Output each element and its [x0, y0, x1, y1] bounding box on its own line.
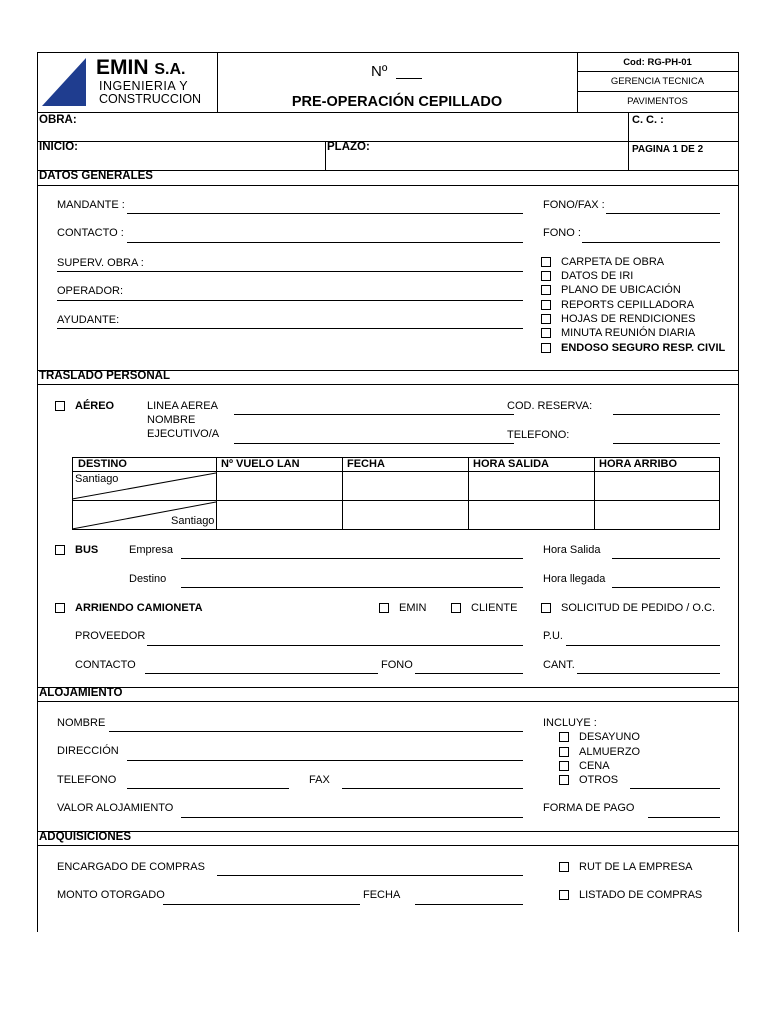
aereo-label: AÉREO [75, 400, 115, 412]
aloj-telefono-field[interactable] [127, 788, 289, 789]
contacto-camioneta-field[interactable] [145, 673, 378, 674]
section-datos-generales: DATOS GENERALES [39, 170, 153, 182]
checkbox-otros[interactable] [559, 775, 569, 785]
contacto-field[interactable] [127, 242, 523, 243]
encargado-compras-label: ENCARGADO DE COMPRAS [57, 861, 205, 873]
mandante-field[interactable] [127, 213, 523, 214]
telefono-field[interactable] [613, 443, 720, 444]
checkbox-plano-ubicacion[interactable] [541, 285, 551, 295]
inicio-label: INICIO: [39, 141, 78, 153]
nombre-label: NOMBRE [147, 414, 196, 426]
forma-pago-field[interactable] [648, 817, 720, 818]
cliente-label: CLIENTE [471, 602, 518, 614]
arriendo-label: ARRIENDO CAMIONETA [75, 602, 203, 614]
ayudante-label: AYUDANTE: [57, 314, 120, 326]
mandante-label: MANDANTE : [57, 199, 125, 211]
direccion-label: DIRECCIÓN [57, 745, 119, 757]
checkbox-carpeta-obra[interactable] [541, 257, 551, 267]
operador-label: OPERADOR: [57, 285, 124, 297]
checkbox-listado-compras[interactable] [559, 890, 569, 900]
direccion-field[interactable] [127, 760, 523, 761]
table-cell[interactable] [469, 472, 594, 500]
bus-label: BUS [75, 544, 99, 556]
listado-label: LISTADO DE COMPRAS [579, 889, 703, 901]
section-adquisiciones: ADQUISICIONES [39, 831, 132, 843]
operador-field[interactable] [57, 300, 523, 301]
company-subtitle-1: INGENIERIA Y [99, 79, 189, 93]
cant-label: CANT. [543, 659, 575, 671]
origin-santiago-1: Santiago [75, 473, 119, 485]
hora-llegada-field[interactable] [612, 587, 720, 588]
cod-reserva-field[interactable] [613, 414, 720, 415]
checkbox-rut-empresa[interactable] [559, 862, 569, 872]
valor-alojamiento-field[interactable] [181, 817, 523, 818]
checkbox-datos-iri[interactable] [541, 271, 551, 281]
table-header: HORA ARRIBO [599, 458, 678, 470]
checkbox-arriendo-camioneta[interactable] [55, 603, 65, 613]
checkbox-minuta-reunion[interactable] [541, 328, 551, 338]
checkbox-reports-cepilladora[interactable] [541, 300, 551, 310]
checkbox-almuerzo[interactable] [559, 747, 569, 757]
checklist-item: DATOS DE IRI [561, 270, 634, 282]
table-header: DESTINO [78, 458, 127, 470]
incluye-option: ALMUERZO [579, 746, 641, 758]
fax-label: FAX [309, 774, 330, 786]
checkbox-solicitud-pedido[interactable] [541, 603, 551, 613]
section-alojamiento: ALOJAMIENTO [39, 687, 123, 699]
aloj-nombre-field[interactable] [109, 731, 523, 732]
valor-alojamiento-label: VALOR ALOJAMIENTO [57, 802, 174, 814]
form-number-label: Nº [371, 63, 388, 80]
company-subtitle-2: CONSTRUCCION [99, 92, 202, 106]
frame-top [37, 52, 738, 53]
company-name: EMIN [96, 56, 149, 79]
frame-left [37, 52, 38, 932]
superv-obra-label: SUPERV. OBRA : [57, 257, 144, 269]
area: PAVIMENTOS [627, 96, 688, 107]
emin-label: EMIN [399, 602, 427, 614]
cc-label: C. C. : [632, 114, 664, 126]
monto-otorgado-field[interactable] [163, 904, 360, 905]
origin-santiago-2: Santiago [171, 515, 215, 527]
solicitud-label: SOLICITUD DE PEDIDO / O.C. [561, 602, 716, 614]
checklist-item: ENDOSO SEGURO RESP. CIVIL [561, 342, 726, 354]
checkbox-cliente[interactable] [451, 603, 461, 613]
checkbox-aereo[interactable] [55, 401, 65, 411]
fax-field[interactable] [342, 788, 523, 789]
section-traslado-personal: TRASLADO PERSONAL [39, 370, 170, 382]
contacto-camioneta-label: CONTACTO [75, 659, 136, 671]
linea-aerea-label: LINEA AEREA [147, 400, 218, 412]
form-number-field[interactable] [396, 78, 422, 79]
checkbox-bus[interactable] [55, 545, 65, 555]
destino-field[interactable] [181, 587, 523, 588]
table-header: FECHA [347, 458, 385, 470]
adq-fecha-field[interactable] [415, 904, 523, 905]
fono-camioneta-field[interactable] [415, 673, 523, 674]
aloj-telefono-label: TELEFONO [57, 774, 117, 786]
frame-right [738, 52, 739, 932]
table-header: HORA SALIDA [473, 458, 549, 470]
emin-logo-icon [40, 56, 90, 108]
hora-salida-label: Hora Salida [543, 544, 601, 556]
hora-llegada-label: Hora llegada [543, 573, 606, 585]
company-suffix: S.A. [154, 61, 186, 78]
superv-obra-field[interactable] [57, 271, 523, 272]
checklist-item: REPORTS CEPILLADORA [561, 299, 695, 311]
incluye-option: CENA [579, 760, 610, 772]
table-cell[interactable] [217, 472, 342, 500]
empresa-label: Empresa [129, 544, 174, 556]
checkbox-desayuno[interactable] [559, 732, 569, 742]
obra-label: OBRA: [39, 114, 77, 126]
checklist-item: HOJAS DE RENDICIONES [561, 313, 696, 325]
otros-field[interactable] [630, 788, 720, 789]
form-code: Cod: RG-PH-01 [623, 57, 692, 68]
pu-label: P.U. [543, 630, 563, 642]
page-indicator: PAGINA 1 DE 2 [632, 144, 704, 155]
cant-field[interactable] [577, 673, 720, 674]
telefono-label: TELEFONO: [507, 429, 570, 441]
monto-otorgado-label: MONTO OTORGADO [57, 889, 165, 901]
checkbox-endoso-seguro[interactable] [541, 343, 551, 353]
proveedor-label: PROVEEDOR [75, 630, 146, 642]
table-cell[interactable] [343, 472, 468, 500]
checklist-item: PLANO DE UBICACIÓN [561, 284, 681, 296]
contacto-label: CONTACTO : [57, 227, 124, 239]
linea-aerea-field[interactable] [234, 414, 514, 415]
forma-pago-label: FORMA DE PAGO [543, 802, 635, 814]
fono-field[interactable] [582, 242, 720, 243]
ejecutivo-field[interactable] [234, 443, 514, 444]
adq-fecha-label: FECHA [363, 889, 401, 901]
ejecutivo-label: EJECUTIVO/A [147, 428, 220, 440]
fono-label: FONO : [543, 227, 581, 239]
incluye-option: DESAYUNO [579, 731, 640, 743]
rut-label: RUT DE LA EMPRESA [579, 861, 693, 873]
department: GERENCIA TECNICA [610, 76, 705, 87]
cod-reserva-label: COD. RESERVA: [507, 400, 593, 412]
table-cell[interactable] [595, 472, 719, 500]
fono-fax-field[interactable] [606, 213, 720, 214]
hora-salida-field[interactable] [612, 558, 720, 559]
proveedor-field[interactable] [147, 645, 523, 646]
aloj-nombre-label: NOMBRE [57, 717, 106, 729]
checkbox-cena[interactable] [559, 761, 569, 771]
form-title: PRE-OPERACIÓN CEPILLADO [291, 94, 503, 110]
incluye-label: INCLUYE : [543, 717, 597, 729]
checkbox-hojas-rendiciones[interactable] [541, 314, 551, 324]
table-header: Nº VUELO LAN [221, 458, 300, 470]
checklist-item: MINUTA REUNIÓN DIARIA [561, 327, 696, 339]
empresa-field[interactable] [181, 558, 523, 559]
incluye-option: OTROS [579, 774, 619, 786]
checkbox-emin[interactable] [379, 603, 389, 613]
checklist-item: CARPETA DE OBRA [561, 256, 665, 268]
fono-camioneta-label: FONO [381, 659, 413, 671]
destino-label: Destino [129, 573, 167, 585]
fono-fax-label: FONO/FAX : [543, 199, 605, 211]
pu-field[interactable] [566, 645, 720, 646]
ayudante-field[interactable] [57, 328, 523, 329]
plazo-label: PLAZO: [327, 141, 370, 153]
encargado-compras-field[interactable] [217, 875, 523, 876]
